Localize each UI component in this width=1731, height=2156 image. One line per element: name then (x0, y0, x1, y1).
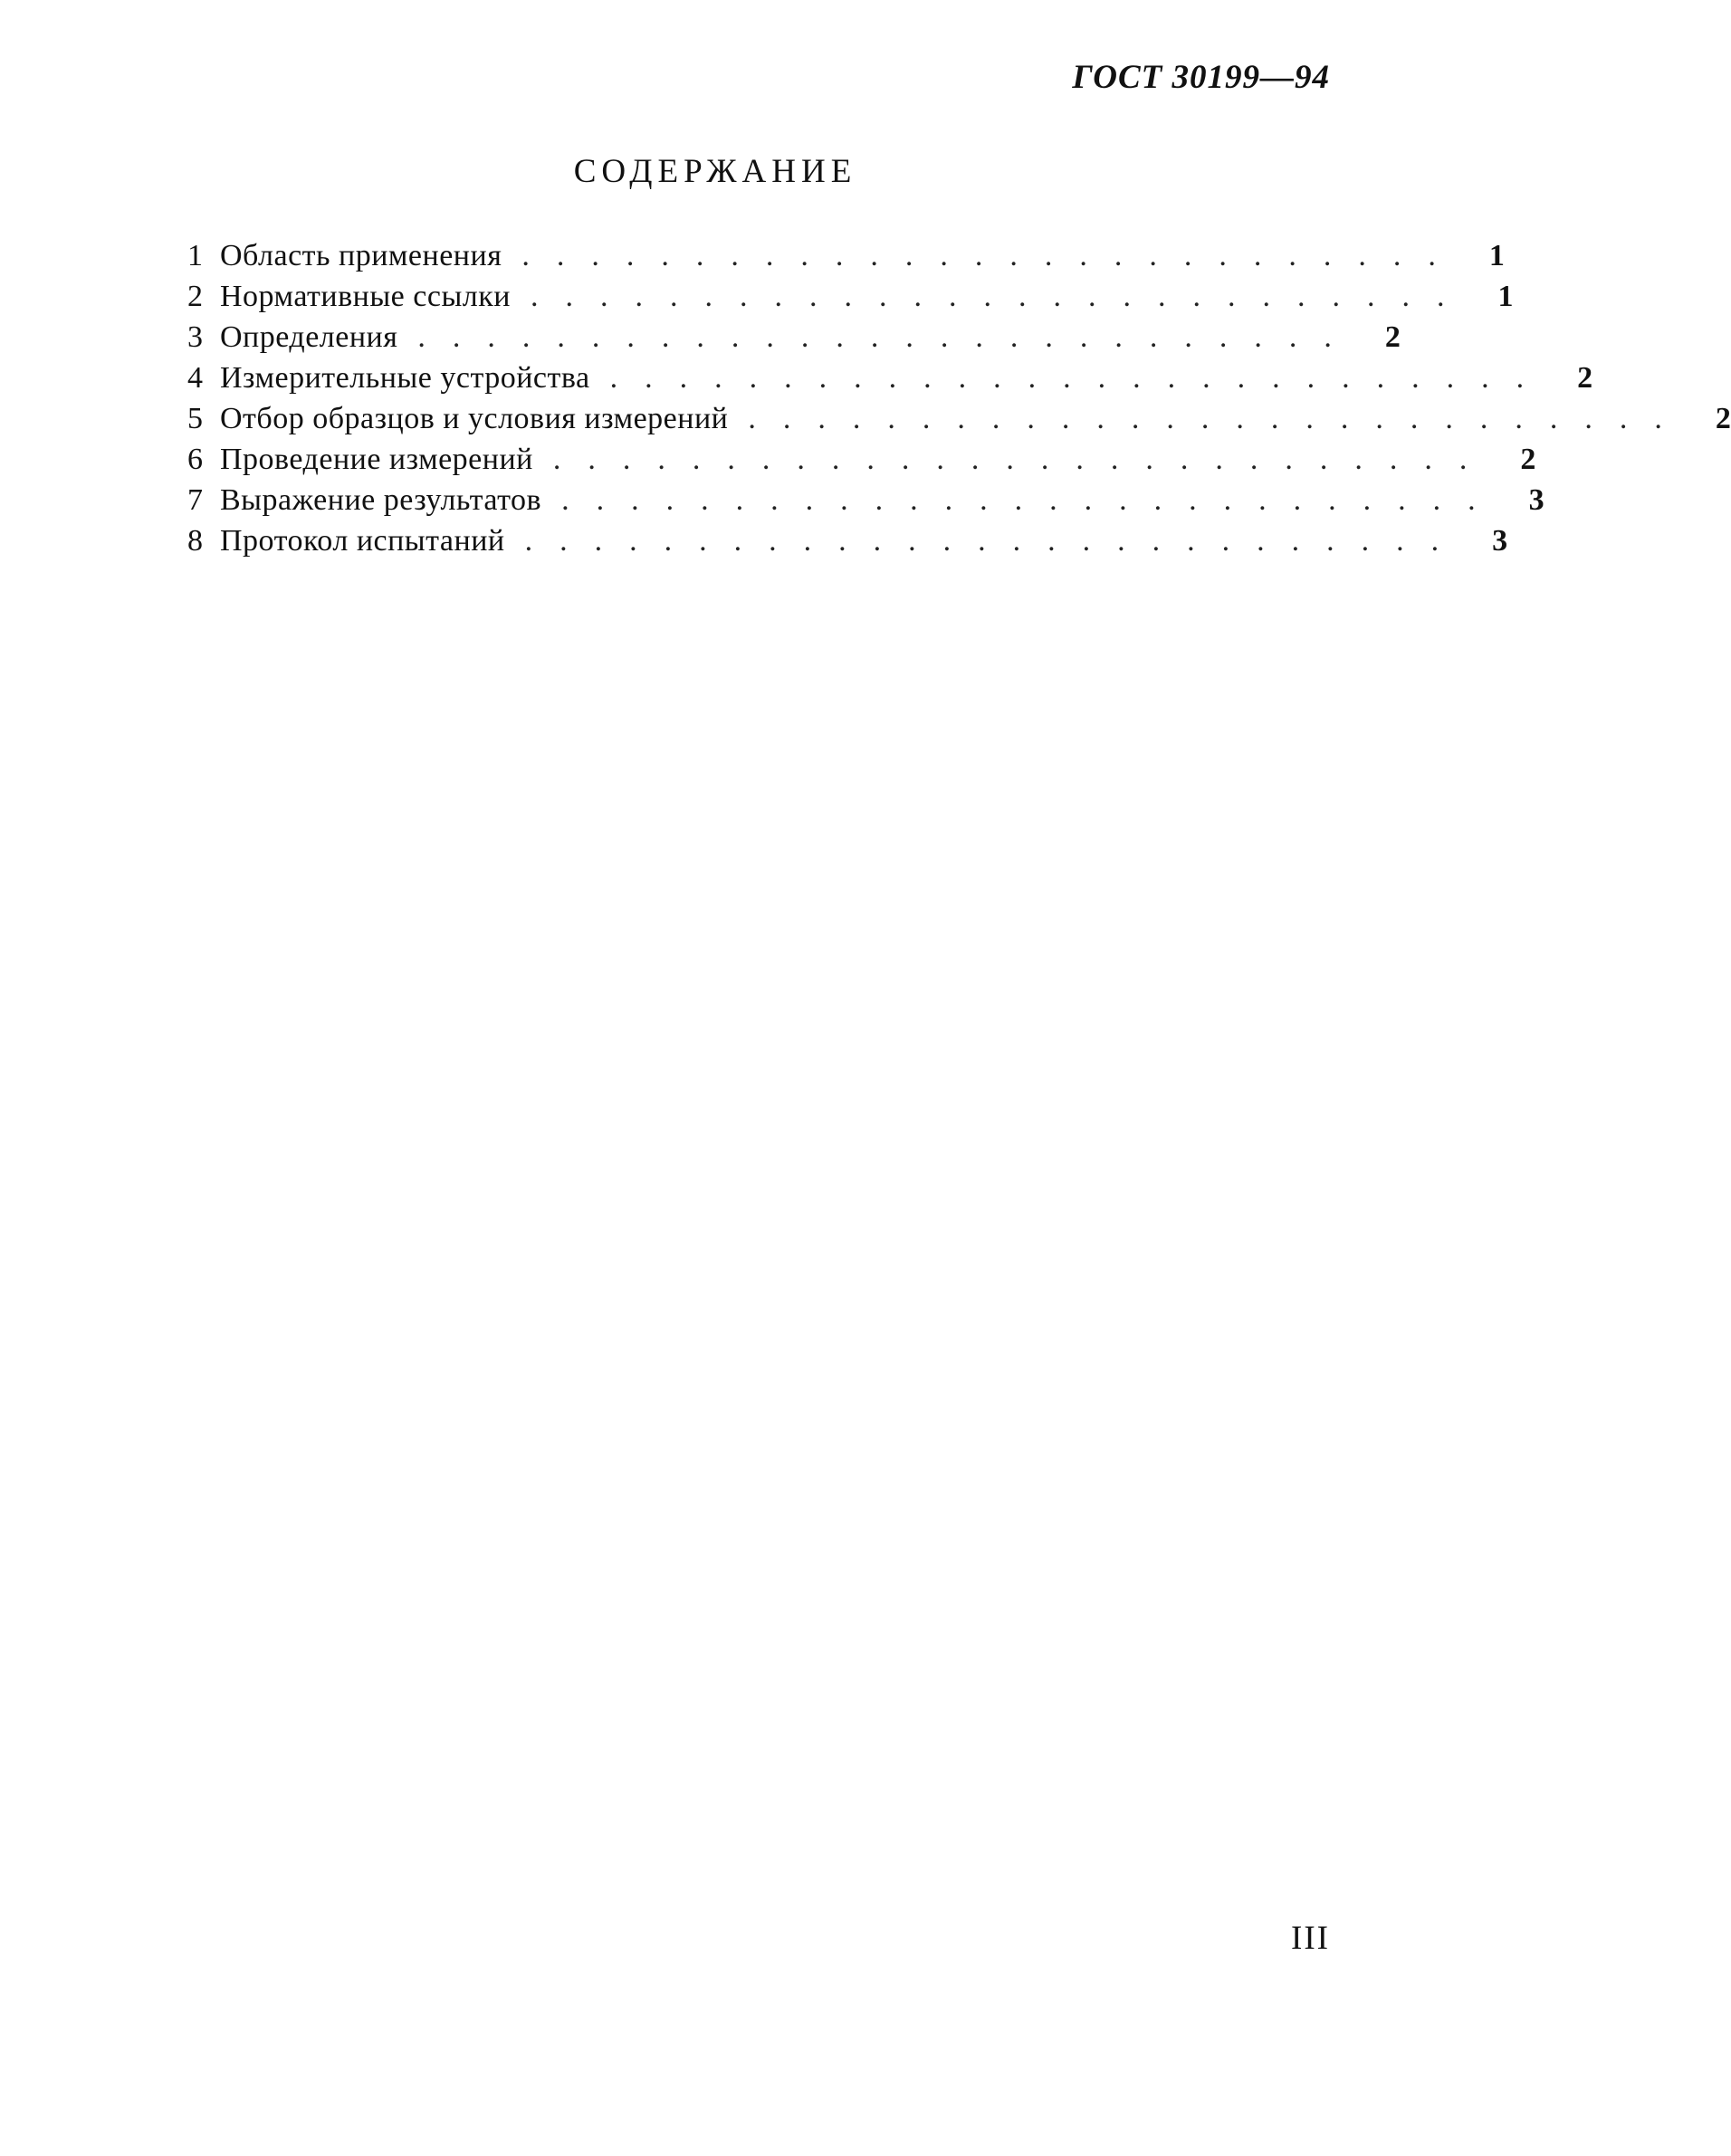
toc-item[interactable] (187, 439, 1536, 480)
toc-item-page: 3 (1528, 483, 1545, 517)
toc-item-number: 7 (187, 483, 203, 517)
toc-item-number: 8 (187, 524, 203, 558)
document-code: ГОСТ 30199—94 (1072, 59, 1330, 96)
toc-item-number: 2 (187, 280, 203, 313)
toc-dot-leader: ........................... (609, 361, 1552, 395)
toc-item-page: 2 (1384, 320, 1401, 354)
toc-dot-leader: ........................... (748, 402, 1689, 435)
toc-item-label: Область применения (220, 239, 502, 272)
toc-item-number: 3 (187, 320, 203, 354)
toc-item[interactable] (187, 520, 1508, 561)
toc-item-number: 5 (187, 402, 203, 435)
toc-item-page: 1 (1497, 280, 1514, 313)
toc-item-label: Выражение результатов (220, 483, 542, 517)
toc-item[interactable] (187, 276, 1514, 317)
toc-dot-leader: ........................... (521, 239, 1463, 272)
toc-item-page: 2 (1520, 443, 1536, 476)
toc-list (187, 235, 1731, 561)
toc-title: СОДЕРЖАНИЕ (573, 153, 857, 190)
toc-item-label: Отбор образцов и условия измерений (220, 402, 729, 435)
toc-item-label: Проведение измерений (220, 443, 533, 476)
toc-dot-leader: ........................... (561, 483, 1503, 517)
toc-item-number: 6 (187, 443, 203, 476)
toc-item-number: 1 (187, 239, 203, 272)
toc-item-label: Протокол испытаний (220, 524, 505, 558)
toc-item[interactable] (187, 317, 1401, 358)
toc-item-page: 2 (1577, 361, 1593, 395)
toc-dot-leader: ........................... (530, 280, 1472, 313)
toc-item-label: Нормативные ссылки (220, 280, 511, 313)
toc-item-number: 4 (187, 361, 203, 395)
toc-dot-leader: ........................... (417, 320, 1359, 354)
toc-item-label: Определения (220, 320, 398, 354)
toc-item[interactable] (187, 235, 1505, 276)
toc-item-page: 2 (1715, 402, 1731, 435)
toc-dot-leader: ........................... (552, 443, 1495, 476)
toc-item[interactable] (187, 398, 1731, 439)
page-number: III (1291, 1920, 1330, 1957)
toc-dot-leader: ........................... (524, 524, 1467, 558)
toc-item[interactable] (187, 358, 1593, 398)
toc-item-page: 3 (1492, 524, 1508, 558)
toc-item[interactable] (187, 480, 1545, 520)
toc-item-page: 1 (1488, 239, 1505, 272)
toc-item-label: Измерительные устройства (220, 361, 590, 395)
